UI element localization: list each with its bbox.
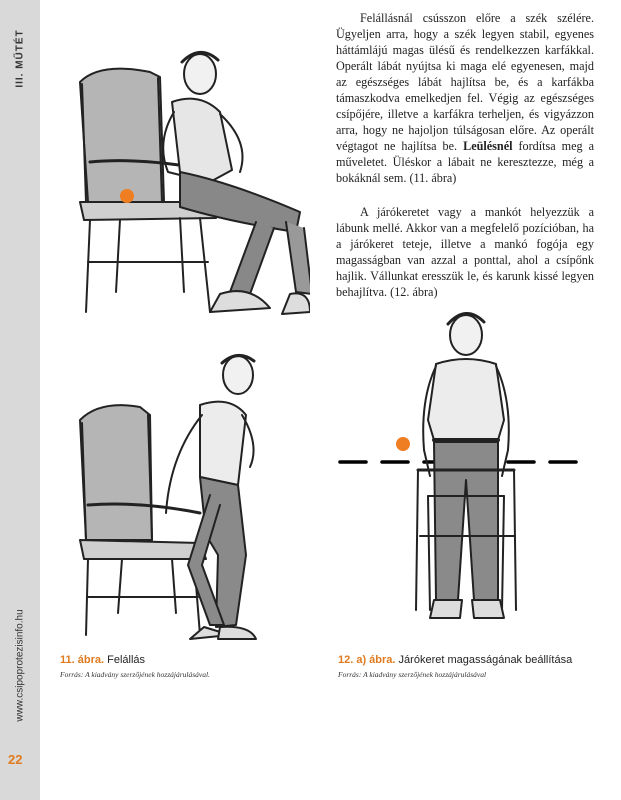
figure-11-caption bbox=[60, 654, 145, 666]
figure-12-caption bbox=[338, 654, 572, 666]
figure-12-source: Forrás: A kiadvány szerzőjének hozzájárulásával bbox=[338, 670, 487, 679]
fig11-title: Felállás bbox=[107, 654, 146, 666]
fig12-title: Járókeret magasságának beállítása bbox=[398, 654, 573, 666]
illustration-seated-man bbox=[60, 22, 310, 322]
paragraph-standing-up bbox=[336, 10, 594, 186]
p1-text-a: Felállásnál csússzon előre a szék szélére. Ügyeljen arra, hogy a szék legyen stabil, egyenes háttámlájú magas ülésű és rendelkezzen karfákkal. Operált lábát nyújtsa ki maga elé egyenesen, majd az egészséges lábát hajlítsa be, és a karfákba támaszkodva emelkedjen fel. Végig az egészséges csípőjére, illetve a karfákra terheljen, és vigyázzon arra, hogy ne hajoljon túlságosan előre. Az operált végtagot ne hajlítsa be. bbox=[336, 11, 594, 153]
figure-11-source: Forrás: A kiadvány szerzőjének hozzájárulásával. bbox=[60, 670, 210, 679]
fig12-number: 12. a) ábra. bbox=[338, 654, 396, 666]
paragraph-walker: A járókeretet vagy a mankót helyezzük a lábunk mellé. Akkor van a megfelelő pozícióban, ha a járókeret teteje, illetve a mankó fogója egy magasságban van azzal a ponttal, ahol a csípőnk hajlik. Vállunkat eresszük le, és karunk kissé legyen behajlítva. (12. ábra) bbox=[336, 205, 594, 299]
website-url: www.csipoprotezisinfo.hu bbox=[14, 608, 26, 722]
sidebar bbox=[0, 0, 40, 800]
illustration-standing-up bbox=[60, 345, 320, 645]
website-label bbox=[3, 600, 37, 730]
chapter-label bbox=[3, 18, 37, 98]
fig11-number: 11. ábra. bbox=[60, 654, 105, 666]
page-number: 22 bbox=[8, 752, 23, 767]
hip-marker-dot-2 bbox=[396, 437, 410, 451]
illustration-walker bbox=[338, 300, 598, 650]
p1-text-b: fordítsa meg a műveletet. Üléskor a lábait ne keresztezze, még a bokáknál sem. (11. ábra) bbox=[336, 139, 594, 185]
p1-bold: Leülésnél bbox=[463, 139, 513, 153]
hip-marker-dot-1 bbox=[120, 189, 134, 203]
chapter-title: III. MŰTÉT bbox=[14, 28, 26, 88]
